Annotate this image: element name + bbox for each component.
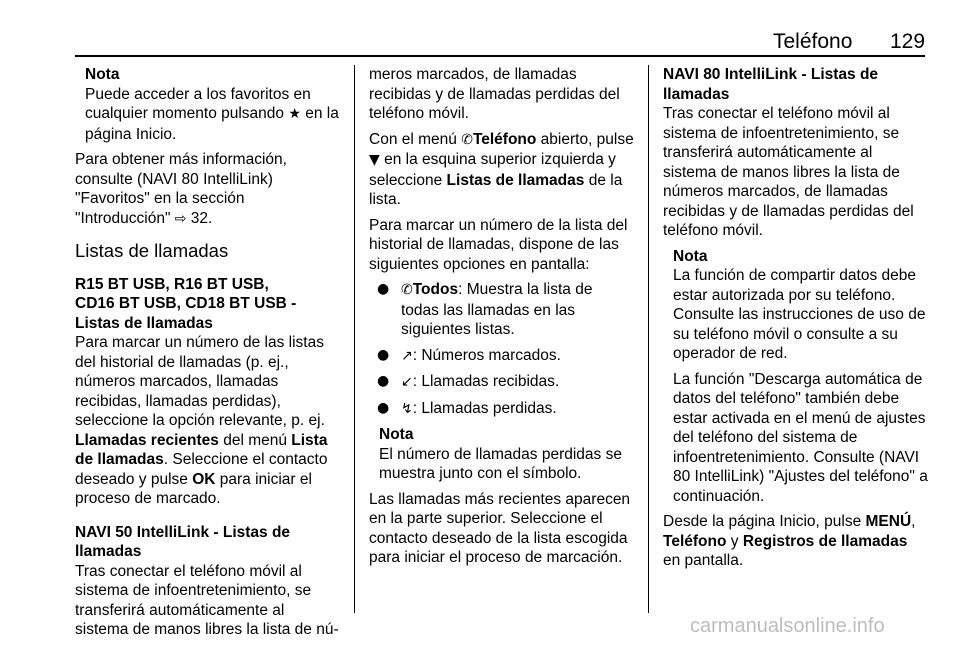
note-text: El número de llamadas perdidas se muestra junto con el símbolo. xyxy=(379,445,622,482)
section-title: Listas de llamadas xyxy=(75,240,229,261)
paragraph-more-info xyxy=(75,150,340,229)
bullet-icon: ● xyxy=(377,373,390,389)
subsection-title-r15 xyxy=(75,275,340,334)
column-divider-2 xyxy=(648,65,649,613)
list-item-missed xyxy=(369,399,634,420)
dialed-call-icon: ↗ xyxy=(401,347,413,364)
bullet-icon: ● xyxy=(377,281,390,297)
bold-term: Registros de llamadas xyxy=(742,532,908,550)
bullet-icon: ● xyxy=(377,399,390,416)
triangle-down-icon: ▼ xyxy=(369,152,380,168)
page-header xyxy=(0,0,960,60)
bold-term: MENÚ xyxy=(865,513,912,530)
note-text-b: en la página Inicio. xyxy=(85,105,339,143)
text: : Números marcados. xyxy=(412,346,561,364)
note-text-2: La función "Descarga automática de datos del teléfono" también debe estar activada en el menú de ajustes del teléfono del sistema de infoentretenimiento. Consulte (NAVI 80 IntelliLink) "Ajustes del teléfono" a continuación. xyxy=(673,370,928,505)
text: , xyxy=(911,513,916,530)
paragraph-navi50: Tras conectar el teléfono móvil al sistema de infoentretenimiento, se transferirá automáticamente al sistema de manos libres la lista de nú- xyxy=(75,562,339,638)
bold-term: Todos xyxy=(412,281,459,298)
note-missed-calls xyxy=(379,425,634,484)
phone-icon: ✆ xyxy=(461,131,473,148)
watermark: carmanualsonline.info xyxy=(690,615,885,637)
text: Para obtener más información, consulte (NAVI 80 IntelliLink) "Favoritos" en la sección "Introducción" xyxy=(75,151,287,227)
bold-term: Teléfono xyxy=(472,130,537,148)
list-item-received xyxy=(369,372,634,393)
received-call-icon: ↙ xyxy=(401,374,413,390)
sub-line-1: R15 BT USB, R16 BT USB, xyxy=(75,275,269,293)
paragraph-dial-lists xyxy=(75,333,340,509)
missed-call-icon: ↯ xyxy=(401,400,413,417)
list-item-all xyxy=(369,280,634,340)
bold-term: OK xyxy=(192,470,216,488)
bold-term: Llamadas recientes xyxy=(75,431,219,449)
paragraph-phone-menu xyxy=(369,130,634,210)
text: abierto, pulse xyxy=(536,130,634,148)
bold-term: Listas de llamadas xyxy=(446,171,585,189)
note-data-sharing xyxy=(673,247,928,507)
subsection-title-navi50: NAVI 50 IntelliLink - Listas de llamadas xyxy=(75,523,291,560)
column-2 xyxy=(369,65,634,574)
note-text-a: Puede acceder a los favoritos en cualquier momento pulsando xyxy=(85,85,311,122)
bold-term: Lista de llamadas xyxy=(75,431,328,468)
reference-arrow-icon: ⇨ xyxy=(174,210,187,227)
paragraph-menu-path xyxy=(663,512,928,571)
paragraph-continued: meros marcados, de llamadas recibidas y de llamadas perdidas del teléfono móvil. xyxy=(369,66,620,122)
text: de la lista. xyxy=(369,171,623,208)
text: : Llamadas recibidas. xyxy=(412,373,560,390)
note-title: Nota xyxy=(85,66,120,83)
text: Con el menú xyxy=(369,130,462,148)
text: . Seleccione el contacto deseado y pulse xyxy=(75,451,328,488)
text: en la esquina superior izquierda y seleccione xyxy=(369,151,616,189)
paragraph-recent-calls: Las llamadas más recientes aparecen en la parte superior. Seleccione el contacto deseado de la lista escogida para iniciar el proceso de marcación. xyxy=(369,490,631,566)
text: : Llamadas perdidas. xyxy=(412,399,557,417)
note-title: Nota xyxy=(379,426,414,443)
sub-line-2: CD16 BT USB, CD18 BT USB - Listas de llamadas xyxy=(75,295,297,332)
header-rule xyxy=(75,55,925,57)
text: Para marcar un número de las listas del historial de llamadas (p. ej., números marcados, llamadas recibidas, llamadas perdidas), seleccione la opción relevante, p. ej. xyxy=(75,334,325,429)
text: Desde la página Inicio, pulse xyxy=(663,513,866,530)
note-text-1: La función de compartir datos debe estar autorizada por su teléfono. Consulte las instrucciones de uso de su teléfono móvil o consulte a su operador de red. xyxy=(673,267,926,362)
note-title: Nota xyxy=(673,247,708,265)
paragraph-navi80: Tras conectar el teléfono móvil al sistema de infoentretenimiento, se transferirá automáticamente al sistema de manos libres la lista de números marcados, de llamadas recibidas y de llamadas perdidas del teléfono móvil. xyxy=(663,105,914,239)
bullet-icon: ● xyxy=(377,346,390,363)
star-icon: ★ xyxy=(288,106,301,122)
page-title: Teléfono xyxy=(773,30,853,53)
text: en pantalla. xyxy=(663,552,744,569)
page-number: 129 xyxy=(890,30,926,53)
text: del menú xyxy=(218,431,292,449)
text: y xyxy=(726,532,743,550)
note-favorites xyxy=(85,65,340,144)
column-3 xyxy=(663,65,928,577)
list-item-dialed xyxy=(369,346,634,367)
paragraph-options: Para marcar un número de la lista del historial de llamadas, dispone de las siguientes opciones en pantalla: xyxy=(369,216,628,273)
column-1 xyxy=(75,65,340,646)
page-ref: 32. xyxy=(186,209,213,227)
column-divider-1 xyxy=(354,65,355,613)
note-text xyxy=(85,85,340,145)
bold-term: Teléfono xyxy=(663,532,727,550)
phone-icon: ✆ xyxy=(401,282,413,298)
text: para iniciar el proceso de marcado. xyxy=(75,470,312,507)
text: : Muestra la lista de todas las llamadas en las siguientes listas. xyxy=(401,281,593,338)
subsection-title-navi80: NAVI 80 IntelliLink - Listas de llamadas xyxy=(663,66,879,103)
